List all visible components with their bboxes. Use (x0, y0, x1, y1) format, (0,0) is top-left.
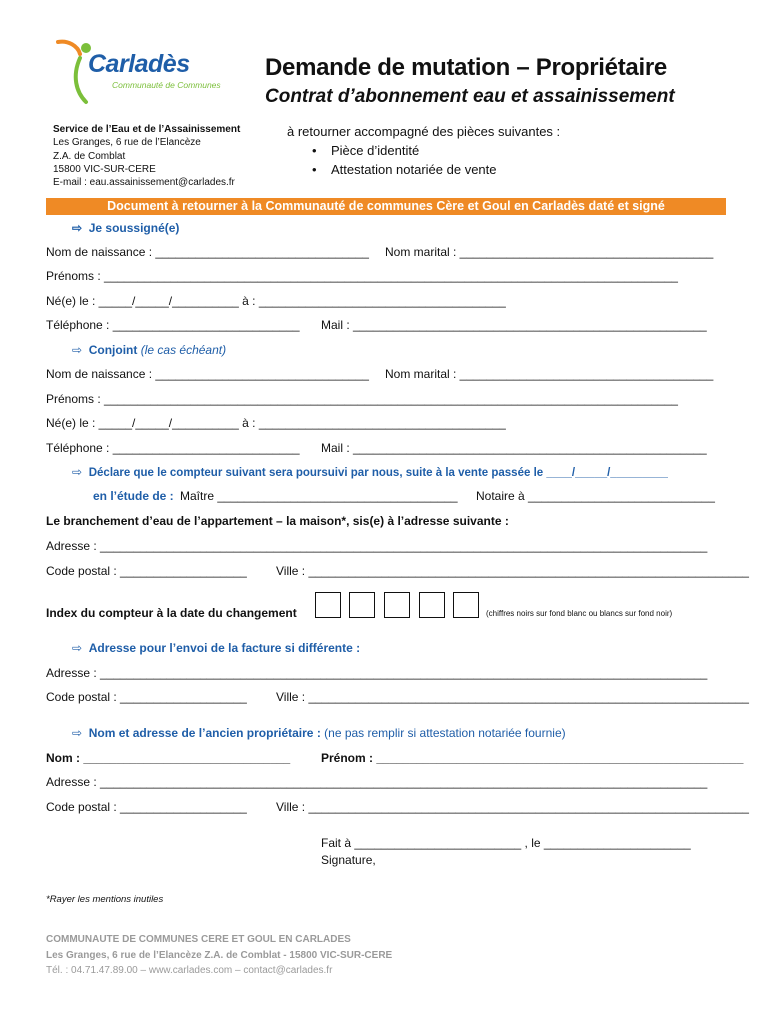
signature-fait-a[interactable]: Fait à _________________________ , le ______________________ (321, 836, 691, 850)
arrow-right-icon: ⇨ (72, 221, 83, 235)
page-title: Demande de mutation – Propriétaire (265, 54, 667, 81)
footer-contact: Tél. : 04.71.47.89.00 – www.carlades.com – contact@carlades.fr (46, 965, 333, 976)
soussigne-nom-marital[interactable]: Nom marital : ______________________________________ (385, 245, 714, 259)
footer-org: COMMUNAUTE DE COMMUNES CERE ET GOUL EN CARLADES (46, 934, 351, 945)
conjoint-telephone[interactable]: Téléphone : ____________________________ (46, 441, 300, 455)
facture-title: Adresse pour l’envoi de la facture si différente : (88, 641, 361, 655)
declaration-heading (72, 465, 668, 479)
conjoint-prenoms[interactable]: Prénoms : ______________________________________________________________________________________ (46, 392, 678, 406)
service-address-2: Z.A. de Comblat (53, 151, 126, 162)
return-item-1-label: Pièce d’identité (331, 143, 420, 158)
return-item-1: • Pièce d’identité (312, 143, 420, 158)
facture-adresse[interactable]: Adresse : ___________________________________________________________________________________________ (46, 666, 708, 680)
arrow-right-icon: ⇨ (72, 343, 83, 357)
index-digit-box-5[interactable] (453, 592, 479, 618)
soussigne-telephone[interactable]: Téléphone : ____________________________ (46, 318, 300, 332)
return-item-2: • Attestation notariée de vente (312, 162, 497, 177)
section-soussigne-heading (72, 221, 179, 235)
facture-ville[interactable]: Ville : __________________________________________________________________ (276, 690, 749, 704)
declaration-text[interactable]: Déclare que le compteur suivant sera poursuivi par nous, suite à la vente passée le ____/_____/_________ (88, 467, 668, 479)
soussigne-prenoms[interactable]: Prénoms : ______________________________________________________________________________________ (46, 269, 678, 283)
conjoint-mail[interactable]: Mail : _____________________________________________________ (321, 441, 707, 455)
conjoint-ne-le[interactable]: Né(e) le : _____/_____/__________ à : _____________________________________ (46, 416, 506, 430)
branchement-code-postal[interactable]: Code postal : ___________________ (46, 564, 247, 578)
section-conjoint-title: Conjoint (88, 343, 138, 357)
ancien-nom[interactable]: Nom : _______________________________ (46, 751, 291, 765)
index-digit-box-2[interactable] (349, 592, 375, 618)
soussigne-nom-naissance[interactable]: Nom de naissance : ________________________________ (46, 245, 369, 259)
branchement-adresse[interactable]: Adresse : ___________________________________________________________________________________________ (46, 539, 708, 553)
facture-heading (72, 641, 360, 655)
instruction-banner (46, 198, 726, 215)
ancien-prenom[interactable]: Prénom : _______________________________________________________ (321, 751, 744, 765)
footnote: *Rayer les mentions inutiles (46, 894, 164, 905)
branchement-ville[interactable]: Ville : __________________________________________________________________ (276, 564, 749, 578)
conjoint-nom-marital[interactable]: Nom marital : ______________________________________ (385, 367, 714, 381)
declaration-notaire[interactable]: Notaire à ____________________________ (476, 489, 715, 503)
section-conjoint-heading (72, 343, 226, 357)
ancien-adresse[interactable]: Adresse : ___________________________________________________________________________________________ (46, 775, 708, 789)
ancien-ville[interactable]: Ville : __________________________________________________________________ (276, 800, 749, 814)
service-address-1: Les Granges, 6 rue de l’Elancèze (53, 137, 201, 148)
index-digit-box-3[interactable] (384, 592, 410, 618)
service-email: E-mail : eau.assainissement@carlades.fr (53, 177, 235, 188)
instruction-banner-text: Document à retourner à la Communauté de communes Cère et Goul en Carladès daté et signé (107, 199, 665, 213)
ancien-title: Nom et adresse de l’ancien propriétaire : (88, 726, 321, 740)
section-soussigne-title: Je soussigné(e) (88, 221, 180, 235)
ancien-code-postal[interactable]: Code postal : ___________________ (46, 800, 247, 814)
arrow-right-icon: ⇨ (72, 465, 83, 479)
ancien-heading (72, 726, 566, 740)
index-note: (chiffres noirs sur fond blanc ou blancs sur fond noir) (486, 609, 673, 618)
return-item-2-label: Attestation notariée de vente (331, 162, 497, 177)
soussigne-ne-le[interactable]: Né(e) le : _____/_____/__________ à : _____________________________________ (46, 294, 506, 308)
section-conjoint-note: (le cas échéant) (140, 343, 227, 357)
declaration-etude-label: en l’étude de : (93, 489, 174, 503)
declaration-maitre[interactable]: Maître ____________________________________ (180, 489, 458, 503)
service-city: 15800 VIC-SUR-CERE (53, 164, 156, 175)
carlades-logo (50, 36, 235, 106)
arrow-right-icon: ⇨ (72, 641, 83, 655)
conjoint-nom-naissance[interactable]: Nom de naissance : ________________________________ (46, 367, 369, 381)
footer-address: Les Granges, 6 rue de l’Elancèze Z.A. de Comblat - 15800 VIC-SUR-CERE (46, 950, 393, 961)
index-digit-box-4[interactable] (419, 592, 445, 618)
page-subtitle: Contrat d’abonnement eau et assainissement (265, 86, 675, 107)
logo-subtitle: Communauté de Communes (112, 80, 221, 90)
index-label: Index du compteur à la date du changement (46, 606, 297, 620)
ancien-note: (ne pas remplir si attestation notariée fournie) (324, 726, 566, 740)
arrow-right-icon: ⇨ (72, 726, 83, 740)
logo-name: Carladès (88, 50, 190, 78)
facture-code-postal[interactable]: Code postal : ___________________ (46, 690, 247, 704)
index-digit-box-1[interactable] (315, 592, 341, 618)
soussigne-mail[interactable]: Mail : _____________________________________________________ (321, 318, 707, 332)
branchement-title: Le branchement d’eau de l’appartement – la maison*, sis(e) à l’adresse suivante : (46, 514, 509, 528)
service-name: Service de l’Eau et de l’Assainissement (53, 124, 241, 135)
return-intro: à retourner accompagné des pièces suivantes : (287, 124, 561, 139)
signature-label: Signature, (321, 853, 376, 867)
